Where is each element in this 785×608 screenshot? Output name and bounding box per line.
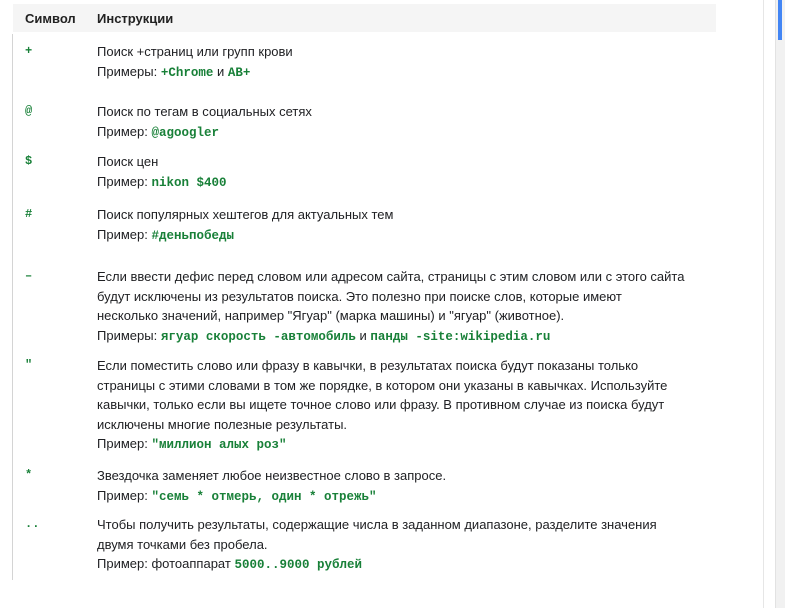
description-line: Поиск популярных хештегов для актуальных тем	[97, 207, 394, 222]
table-row-at	[13, 102, 716, 143]
example-line	[97, 554, 716, 576]
table-row-minus	[13, 267, 716, 347]
symbol-cell: +	[25, 44, 33, 58]
scrollbar-thumb[interactable]	[778, 0, 782, 40]
example-code: "миллион алых роз"	[151, 438, 287, 452]
scrollbar[interactable]	[775, 0, 785, 608]
description-line: Поиск по тегам в социальных сетях	[97, 104, 312, 119]
example-line	[97, 225, 716, 247]
example-label: Пример:	[97, 173, 148, 189]
table-row-asterisk	[13, 466, 716, 507]
example-line	[97, 434, 716, 456]
example-code: AB+	[227, 65, 251, 80]
header-symbol: Символ	[25, 10, 76, 26]
description-line: исключены многие полезные результаты.	[97, 416, 348, 432]
example-label: Пример:	[97, 123, 148, 139]
example-conjunction: и	[359, 327, 367, 343]
symbol-cell: #	[25, 207, 33, 221]
example-label: Пример:	[97, 226, 148, 242]
table-row-range	[13, 515, 716, 576]
symbol-cell: $	[25, 154, 33, 168]
example-line	[97, 172, 716, 194]
example-code: панды -site:wikipedia.ru	[370, 329, 551, 344]
instruction-cell	[97, 205, 716, 246]
header-instructions: Инструкции	[97, 10, 174, 26]
example-line	[97, 486, 716, 508]
instruction-cell	[97, 152, 716, 193]
content-separator	[763, 0, 764, 608]
symbol-cell: ..	[25, 517, 40, 531]
table-row-quotes	[13, 356, 716, 456]
example-label: Пример:	[97, 487, 148, 503]
description-line: Звездочка заменяет любое неизвестное слово в запросе.	[97, 468, 447, 483]
table-row-hash	[13, 205, 716, 246]
example-label: Примеры:	[97, 63, 158, 79]
description-line: Поиск +страниц или групп крови	[97, 44, 293, 59]
symbol-cell: –	[25, 269, 33, 283]
example-code: #деньпобеды	[151, 228, 234, 243]
instruction-cell	[97, 42, 716, 83]
description-line: Чтобы получить результаты, содержащие числа в заданном диапазоне, разделите значения	[97, 517, 657, 532]
example-code: +Chrome	[160, 65, 214, 80]
example-line	[97, 326, 716, 348]
symbol-cell: @	[25, 104, 33, 118]
example-label: Пример:	[97, 556, 148, 571]
instruction-cell	[97, 102, 716, 143]
symbol-cell: "	[25, 358, 33, 372]
description-line: будут исключены из результатов поиска. Это полезно при поиске слов, которые имеют	[97, 288, 622, 304]
example-label: Пример:	[97, 436, 148, 451]
description-line: несколько значений, например "Ягуар" (марка машины) и "ягуар" (животное).	[97, 308, 565, 323]
example-line	[97, 62, 716, 84]
example-conjunction: и	[216, 63, 225, 79]
operators-table	[13, 4, 716, 572]
example-code: ягуар скорость -автомобиль	[160, 329, 356, 344]
instruction-cell	[97, 515, 716, 576]
example-code: 5000..9000 рублей	[234, 558, 362, 572]
description-line: Если ввести дефис перед словом или адресом сайта, страницы с этим словом или с этого сайта	[97, 269, 685, 284]
description-line: Поиск цен	[97, 154, 159, 169]
example-label: Примеры:	[97, 327, 158, 343]
instruction-cell	[97, 267, 716, 347]
description-line: двумя точками без пробела.	[97, 536, 268, 552]
example-code: "семь * отмерь, один * отрежь"	[151, 489, 377, 504]
table-row-dollar	[13, 152, 716, 193]
description-line: Если поместить слово или фразу в кавычки, в результатах поиска будут показаны только	[97, 358, 639, 373]
instruction-cell	[97, 356, 716, 456]
table-header	[13, 4, 716, 32]
description-line: страницы с этими словами в том же порядке, в котором они указаны в кавычках. Используйте	[97, 377, 668, 393]
description-line: кавычки, только если вы ищете точное слово или фразу. В противном случае из поиска будут	[97, 397, 665, 412]
example-text: фотоаппарат	[151, 556, 231, 571]
symbol-cell: *	[25, 468, 33, 482]
example-code: nikon $400	[151, 175, 227, 190]
instruction-cell	[97, 466, 716, 507]
example-line	[97, 122, 716, 144]
table-row-plus	[13, 42, 716, 83]
example-code: @agoogler	[151, 125, 219, 140]
